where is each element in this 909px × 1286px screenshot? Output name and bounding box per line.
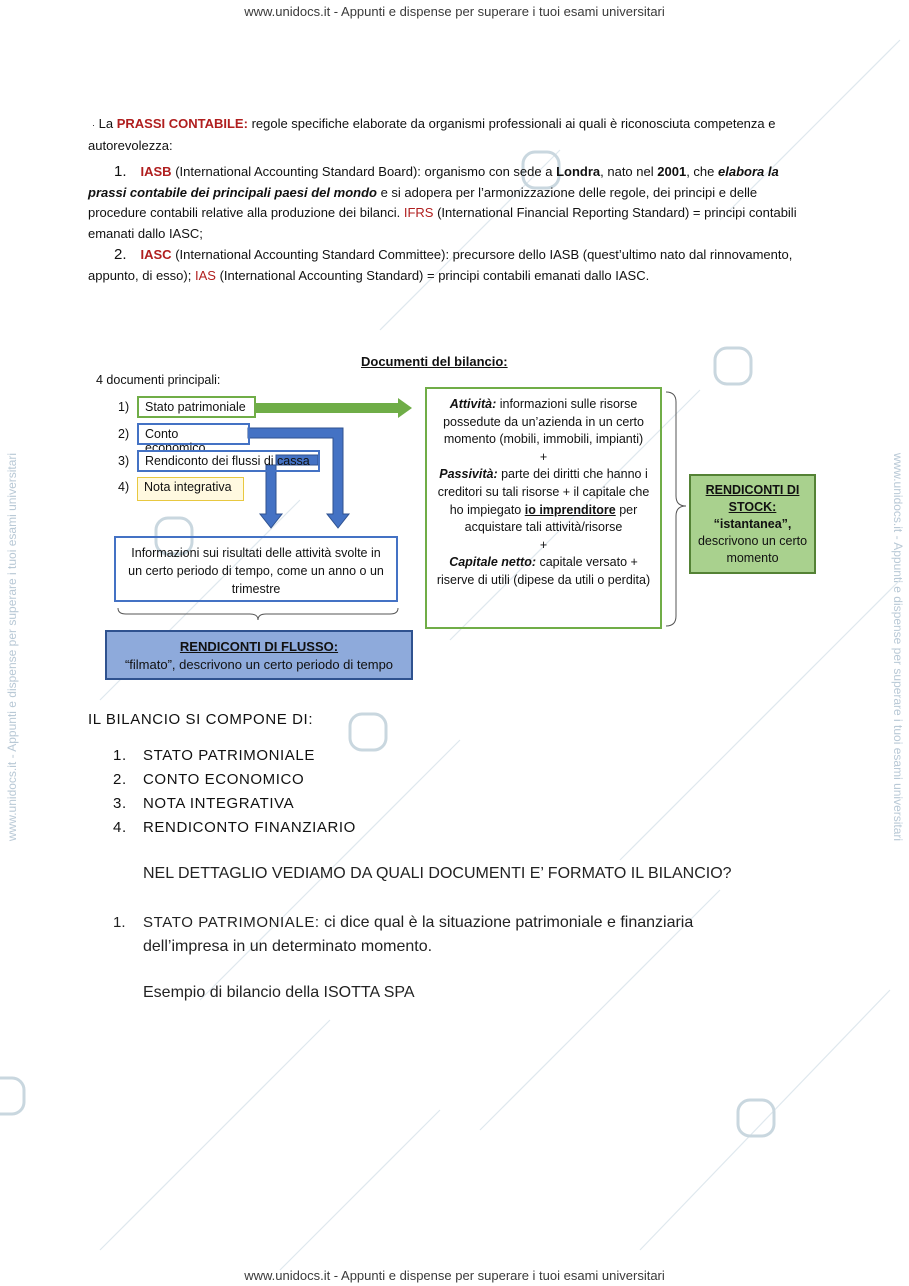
doc-num-4: 4)	[118, 480, 130, 494]
list-item: 1. STATO PATRIMONIALE	[113, 747, 315, 764]
stock-summary-box	[689, 474, 816, 574]
stock-detail-box: Attività: informazioni sulle risorse possedute da un’azienda in un certo momento (mobili, immobili, impianti) + Passività: parte dei diritti che hanno i creditori su tali risorse + il capitale che ho impiegato io imprenditore per acquistare tali attività/risorse + Capitale netto: capitale versato + riserve di utili (dipese da utili o perdita)	[425, 387, 662, 629]
doc-num-1: 1)	[118, 400, 130, 414]
doc-stato-patrimoniale: Stato patrimoniale	[137, 396, 256, 418]
flow-description: “filmato”, descrivono un certo periodo di tempo	[124, 657, 394, 672]
doc-num-3: 3)	[118, 454, 130, 468]
list-item: 4. RENDICONTO FINANZIARIO	[113, 819, 356, 836]
iasb-paragraph: 1. IASB (International Accounting Standard Board): organismo con sede a Londra, nato nel 2001, che elabora la prassi contabile dei principali paesi del mondo e si adopera per l’armonizzazione delle regole, dei principi e delle procedure contabili relative alla produzione dei bilanci. IFRS (International Financial Reporting Standard) = principi contabili emanati dallo IASC;	[88, 163, 797, 241]
doc-conto-economico: Conto economico	[137, 423, 250, 445]
stock-quote: “istantanea”,	[713, 517, 792, 531]
list-item: 3. NOTA INTEGRATIVA	[113, 795, 295, 812]
side-watermark-left: www.unidocs.it - Appunti e dispense per superare i tuoi esami universitari	[5, 452, 19, 842]
diagram-subtitle: 4 documenti principali:	[96, 373, 221, 387]
doc-nota-integrativa: Nota integrativa	[137, 477, 244, 501]
iasc-paragraph: 2. IASC (International Accounting Standard Committee): precursore dello IASB (quest’ultimo nato dal rinnovamento, appunto, di esso); IAS (International Accounting Standard) = principi contabili emanati dallo IASC.	[88, 246, 793, 283]
doc-rendiconto-flussi: Rendiconto dei flussi di cassa	[137, 450, 320, 472]
header-watermark: www.unidocs.it - Appunti e dispense per superare i tuoi esami universitari	[244, 4, 665, 19]
diagram-title: Documenti del bilancio:	[361, 354, 508, 369]
side-watermark-right: www.unidocs.it - Appunti e dispense per superare i tuoi esami universitari	[891, 452, 905, 842]
detail-question: NEL DETTAGLIO VEDIAMO DA QUALI DOCUMENTI E’ FORMATO IL BILANCIO?	[143, 865, 732, 882]
stato-patrimoniale-definition: 1. STATO PATRIMONIALE: ci dice qual è la situazione patrimoniale e finanziaria dell’impresa in un determinato momento.	[113, 914, 694, 955]
flow-summary-box	[105, 630, 413, 680]
flow-title: RENDICONTI DI FLUSSO:	[179, 639, 339, 654]
prassi-paragraph: · La PRASSI CONTABILE: regole specifiche elaborate da organismi professionali ai quali è riconosciuta competenza e autorevolezza:	[88, 116, 776, 153]
flow-info-box: Informazioni sui risultati delle attività svolte in un certo periodo di tempo, come un anno o un trimestre	[114, 536, 398, 602]
bilancio-heading: IL BILANCIO SI COMPONE DI:	[88, 711, 314, 728]
stock-description: descrivono un certo momento	[697, 534, 808, 565]
footer-watermark: www.unidocs.it - Appunti e dispense per superare i tuoi esami universitari	[244, 1268, 665, 1283]
doc-num-2: 2)	[118, 427, 130, 441]
list-item: 2. CONTO ECONOMICO	[113, 771, 305, 788]
example-text: Esempio di bilancio della ISOTTA SPA	[143, 984, 415, 1001]
stock-title: RENDICONTI DI STOCK:	[705, 483, 800, 514]
